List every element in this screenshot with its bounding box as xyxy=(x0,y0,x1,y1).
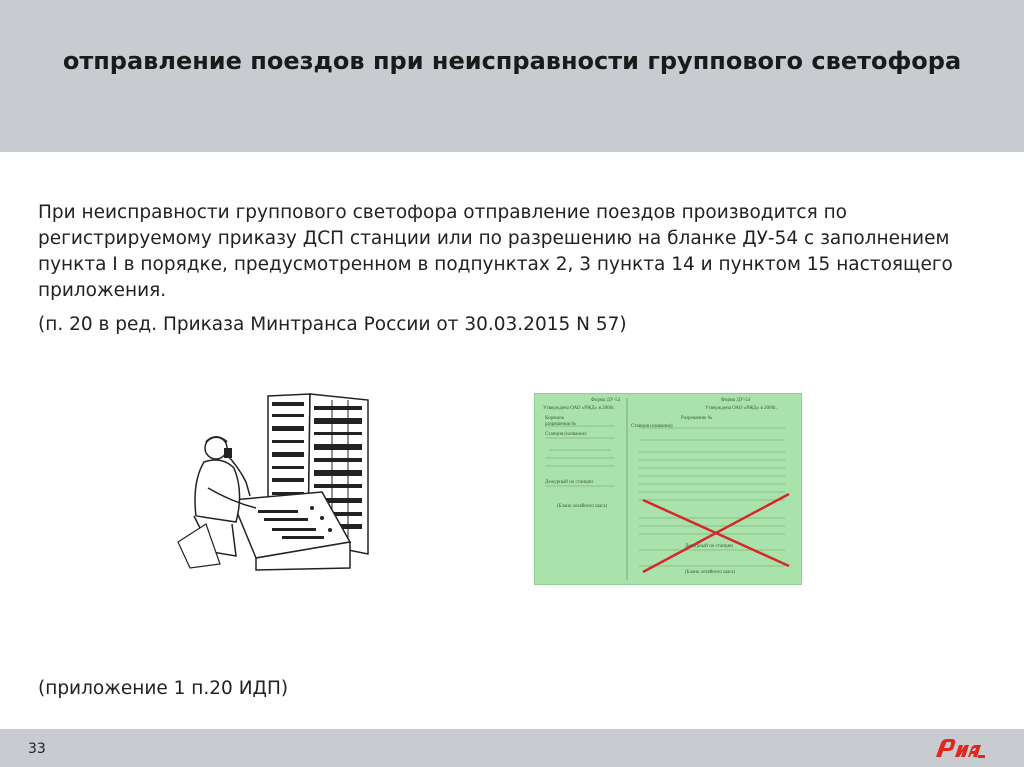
form-right-label1: Разрешение № xyxy=(681,416,713,421)
form-left-label4: Дежурный по станции xyxy=(545,480,593,485)
rzd-logo-icon xyxy=(934,737,986,759)
form-right-label2: Станция (название) xyxy=(631,424,673,429)
main-paragraph: При неисправности группового светофора отправление поездов производится по регистрируемому приказу ДСП станции или по разрешению на бланке ДУ-54 с заполнением пункта I в порядке, предусмотренном в подпунктах 2, 3 пункта 14 и пунктом 15 настоящего приложения. xyxy=(38,202,953,301)
form-left-label1: Корешок xyxy=(545,416,565,421)
page-number: 33 xyxy=(28,741,46,757)
du54-form-image xyxy=(534,393,802,585)
reference-note: (п. 20 в ред. Приказа Минтранса России от 30.03.2015 N 57) xyxy=(38,314,627,335)
footer-bar xyxy=(0,729,1024,767)
form-left-label3: Станция (название) xyxy=(545,432,587,437)
cross-line-2 xyxy=(643,494,789,572)
slide-title: отправление поездов при неисправности группового светофора xyxy=(62,47,962,75)
form-right-label3: Дежурный по станции xyxy=(685,544,733,549)
operator-illustration xyxy=(172,392,370,572)
form-right-header: Форма ДУ-54 xyxy=(721,398,751,403)
form-left-label5: (Бланк хозяйного шага) xyxy=(557,504,608,509)
slide-body xyxy=(38,200,978,338)
title-bar xyxy=(0,0,1024,152)
form-left-approved: Утверждена ОАО «РЖД» в 2006г. xyxy=(543,406,615,411)
form-left-header: Форма ДУ-54 xyxy=(591,398,621,403)
dispatcher-drawing xyxy=(172,392,370,572)
form-right-approved: Утверждена ОАО «РЖД» в 2006г. xyxy=(705,406,777,411)
source-footnote: (приложение 1 п.20 ИДП) xyxy=(38,678,289,699)
form-left-label2: разрешения № xyxy=(545,422,577,427)
form-right-label4: (Бланк хозяйного шага) xyxy=(685,570,736,575)
